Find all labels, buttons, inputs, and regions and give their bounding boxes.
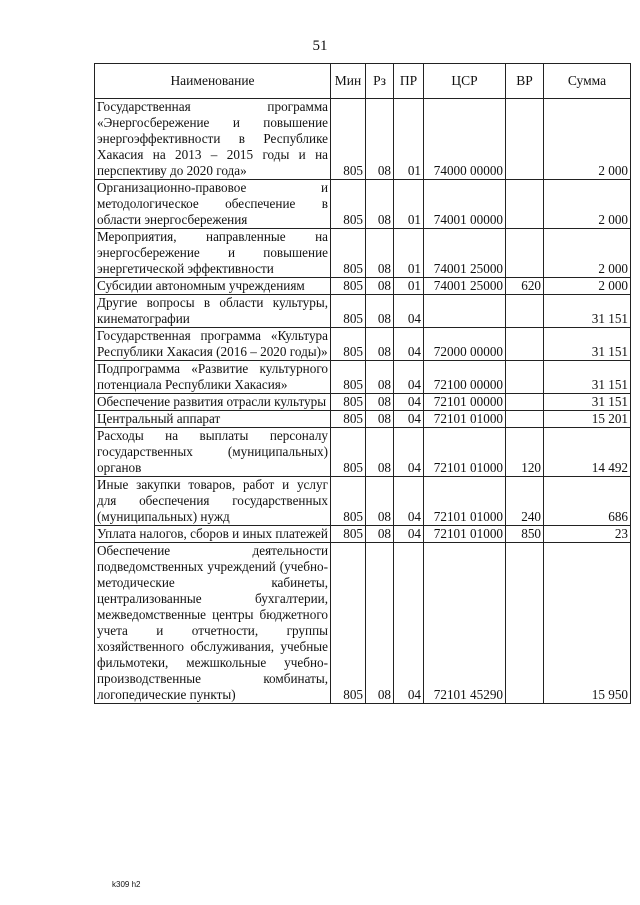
cell-sum: 2 000 [544, 99, 631, 180]
cell-min: 805 [331, 180, 366, 229]
cell-vr [506, 394, 544, 411]
cell-sum: 23 [544, 526, 631, 543]
cell-sum: 31 151 [544, 295, 631, 328]
cell-name: Субсидии автономным учреждениям [95, 278, 331, 295]
cell-rz: 08 [366, 328, 394, 361]
cell-min: 805 [331, 328, 366, 361]
cell-name: Обеспечение развития отрасли культуры [95, 394, 331, 411]
cell-name: Мероприятия, направленные на энергосбережение и повышение энергетической эффективности [95, 229, 331, 278]
cell-csr: 74001 25000 [424, 278, 506, 295]
cell-name: Государственная программа «Энергосбережение и повышение энергоэффективности в Республике Хакасия на 2013 – 2015 годы и на перспективу до 2020 года» [95, 99, 331, 180]
cell-min: 805 [331, 543, 366, 704]
cell-name: Государственная программа «Культура Республики Хакасия (2016 – 2020 годы)» [95, 328, 331, 361]
table-row [95, 328, 631, 361]
cell-rz: 08 [366, 278, 394, 295]
table-row [95, 229, 631, 278]
cell-sum: 2 000 [544, 229, 631, 278]
cell-min: 805 [331, 295, 366, 328]
cell-min: 805 [331, 361, 366, 394]
table-row [95, 543, 631, 704]
table-row [95, 295, 631, 328]
cell-vr [506, 328, 544, 361]
cell-min: 805 [331, 278, 366, 295]
cell-sum: 31 151 [544, 361, 631, 394]
cell-vr [506, 180, 544, 229]
cell-pr: 04 [394, 394, 424, 411]
header-min: Мин [331, 64, 366, 99]
cell-name: Центральный аппарат [95, 411, 331, 428]
table-row [95, 428, 631, 477]
cell-csr: 72101 01000 [424, 477, 506, 526]
cell-pr: 04 [394, 526, 424, 543]
budget-table [94, 63, 631, 704]
cell-sum: 31 151 [544, 328, 631, 361]
cell-min: 805 [331, 411, 366, 428]
table-row [95, 411, 631, 428]
cell-rz: 08 [366, 229, 394, 278]
cell-rz: 08 [366, 361, 394, 394]
cell-csr: 72101 01000 [424, 526, 506, 543]
cell-vr [506, 543, 544, 704]
table-row [95, 477, 631, 526]
cell-csr: 74001 25000 [424, 229, 506, 278]
cell-vr [506, 411, 544, 428]
cell-min: 805 [331, 428, 366, 477]
table-body [95, 99, 631, 704]
cell-min: 805 [331, 394, 366, 411]
cell-csr [424, 295, 506, 328]
cell-sum: 31 151 [544, 394, 631, 411]
cell-csr: 74001 00000 [424, 180, 506, 229]
cell-sum: 14 492 [544, 428, 631, 477]
cell-pr: 04 [394, 411, 424, 428]
header-name: Наименование [95, 64, 331, 99]
header-csr: ЦСР [424, 64, 506, 99]
table-row [95, 278, 631, 295]
cell-csr: 72101 01000 [424, 428, 506, 477]
header-sum: Сумма [544, 64, 631, 99]
cell-sum: 15 950 [544, 543, 631, 704]
cell-vr [506, 229, 544, 278]
cell-pr: 04 [394, 361, 424, 394]
cell-sum: 686 [544, 477, 631, 526]
cell-vr [506, 295, 544, 328]
cell-rz: 08 [366, 543, 394, 704]
cell-name: Подпрограмма «Развитие культурного потенциала Республики Хакасия» [95, 361, 331, 394]
cell-pr: 04 [394, 328, 424, 361]
table-row [95, 99, 631, 180]
page-number: 51 [312, 38, 328, 54]
cell-name: Иные закупки товаров, работ и услуг для обеспечения государственных (муниципальных) нужд [95, 477, 331, 526]
cell-pr: 01 [394, 278, 424, 295]
cell-rz: 08 [366, 477, 394, 526]
cell-rz: 08 [366, 295, 394, 328]
cell-csr: 72000 00000 [424, 328, 506, 361]
cell-rz: 08 [366, 394, 394, 411]
cell-pr: 04 [394, 295, 424, 328]
header-rz: Рз [366, 64, 394, 99]
cell-name: Уплата налогов, сборов и иных платежей [95, 526, 331, 543]
cell-rz: 08 [366, 411, 394, 428]
table-row [95, 180, 631, 229]
cell-pr: 04 [394, 543, 424, 704]
cell-name: Расходы на выплаты персоналу государственных (муниципальных) органов [95, 428, 331, 477]
cell-pr: 04 [394, 477, 424, 526]
cell-vr: 850 [506, 526, 544, 543]
cell-csr: 72101 45290 [424, 543, 506, 704]
cell-rz: 08 [366, 428, 394, 477]
cell-min: 805 [331, 229, 366, 278]
cell-name: Другие вопросы в области культуры, кинематографии [95, 295, 331, 328]
cell-pr: 04 [394, 428, 424, 477]
cell-csr: 74000 00000 [424, 99, 506, 180]
cell-min: 805 [331, 526, 366, 543]
cell-min: 805 [331, 99, 366, 180]
cell-name: Обеспечение деятельности подведомственных учреждений (учебно-методические кабинеты, централизованные бухгалтерии, межведомственные центры бюджетного учета и отчетности, группы хозяйственного обслуживания, учебные фильмотеки, межшкольные учебно-производственные комбинаты, логопедические пункты) [95, 543, 331, 704]
cell-sum: 2 000 [544, 278, 631, 295]
cell-rz: 08 [366, 526, 394, 543]
cell-sum: 2 000 [544, 180, 631, 229]
table-row [95, 361, 631, 394]
header-vr: ВР [506, 64, 544, 99]
cell-csr: 72101 01000 [424, 411, 506, 428]
cell-rz: 08 [366, 180, 394, 229]
cell-vr: 240 [506, 477, 544, 526]
cell-name: Организационно-правовое и методологическое обеспечение в области энергосбережения [95, 180, 331, 229]
cell-pr: 01 [394, 229, 424, 278]
cell-vr [506, 99, 544, 180]
table-row [95, 394, 631, 411]
cell-pr: 01 [394, 180, 424, 229]
cell-vr: 620 [506, 278, 544, 295]
cell-csr: 72101 00000 [424, 394, 506, 411]
cell-vr [506, 361, 544, 394]
cell-pr: 01 [394, 99, 424, 180]
cell-vr: 120 [506, 428, 544, 477]
cell-sum: 15 201 [544, 411, 631, 428]
cell-csr: 72100 00000 [424, 361, 506, 394]
cell-rz: 08 [366, 99, 394, 180]
cell-min: 805 [331, 477, 366, 526]
table-row [95, 526, 631, 543]
header-pr: ПР [394, 64, 424, 99]
table-header-row [95, 64, 631, 99]
footer-code: k309 h2 [112, 880, 141, 889]
